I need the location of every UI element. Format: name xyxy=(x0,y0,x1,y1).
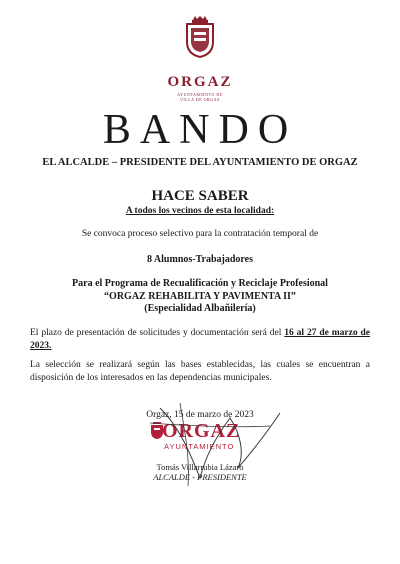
document-date: Orgaz, 15 de marzo de 2023 xyxy=(146,410,254,420)
deadline-paragraph xyxy=(30,327,370,352)
selection-paragraph: La selección se realizará según las bases establecidas, las cuales se encuentran a disposición de los interesados en las dependencias municipales. xyxy=(30,360,370,383)
addressee-line: A todos los vecinos de esta localidad: xyxy=(125,206,275,216)
convocatoria-text: Se convoca proceso selectivo para la contratación temporal de xyxy=(81,229,319,239)
positions-count: 8 Alumnos-Trabajadores xyxy=(146,254,254,265)
org-name: ORGAZ xyxy=(167,74,233,90)
deadline-text: El plazo de presentación de solicitudes y documentación será del xyxy=(30,328,282,338)
program-line-3: (Especialidad Albañilería) xyxy=(144,303,256,314)
org-sub-line1: AYUNTAMIENTO DE xyxy=(177,92,223,97)
coat-of-arms-icon xyxy=(183,16,217,58)
stamp-name: ORGAZ xyxy=(162,420,241,442)
signer-name: Tomás Villarrubia Lázaro xyxy=(156,462,244,472)
org-sub-line2: VILLA DE ORGAZ xyxy=(180,97,220,102)
stamp-subtitle: AYUNTAMIENTO xyxy=(164,442,235,451)
document-subtitle: EL ALCALDE – PRESIDENTE DEL AYUNTAMIENTO DE ORGAZ xyxy=(42,157,358,168)
document-title: BANDO xyxy=(102,107,298,153)
signer-role: ALCALDE - PRESIDENTE xyxy=(153,472,247,482)
program-line-2: “ORGAZ REHABILITA Y PAVIMENTA II” xyxy=(104,290,296,302)
org-subtitle xyxy=(0,92,400,102)
program-block xyxy=(0,278,400,316)
program-line-1: Para el Programa de Recualificación y Reciclaje Profesional xyxy=(72,278,328,289)
hace-saber-heading: HACE SABER xyxy=(151,188,249,204)
deadline-dates: 16 al 27 de marzo de 2023. xyxy=(30,328,370,351)
